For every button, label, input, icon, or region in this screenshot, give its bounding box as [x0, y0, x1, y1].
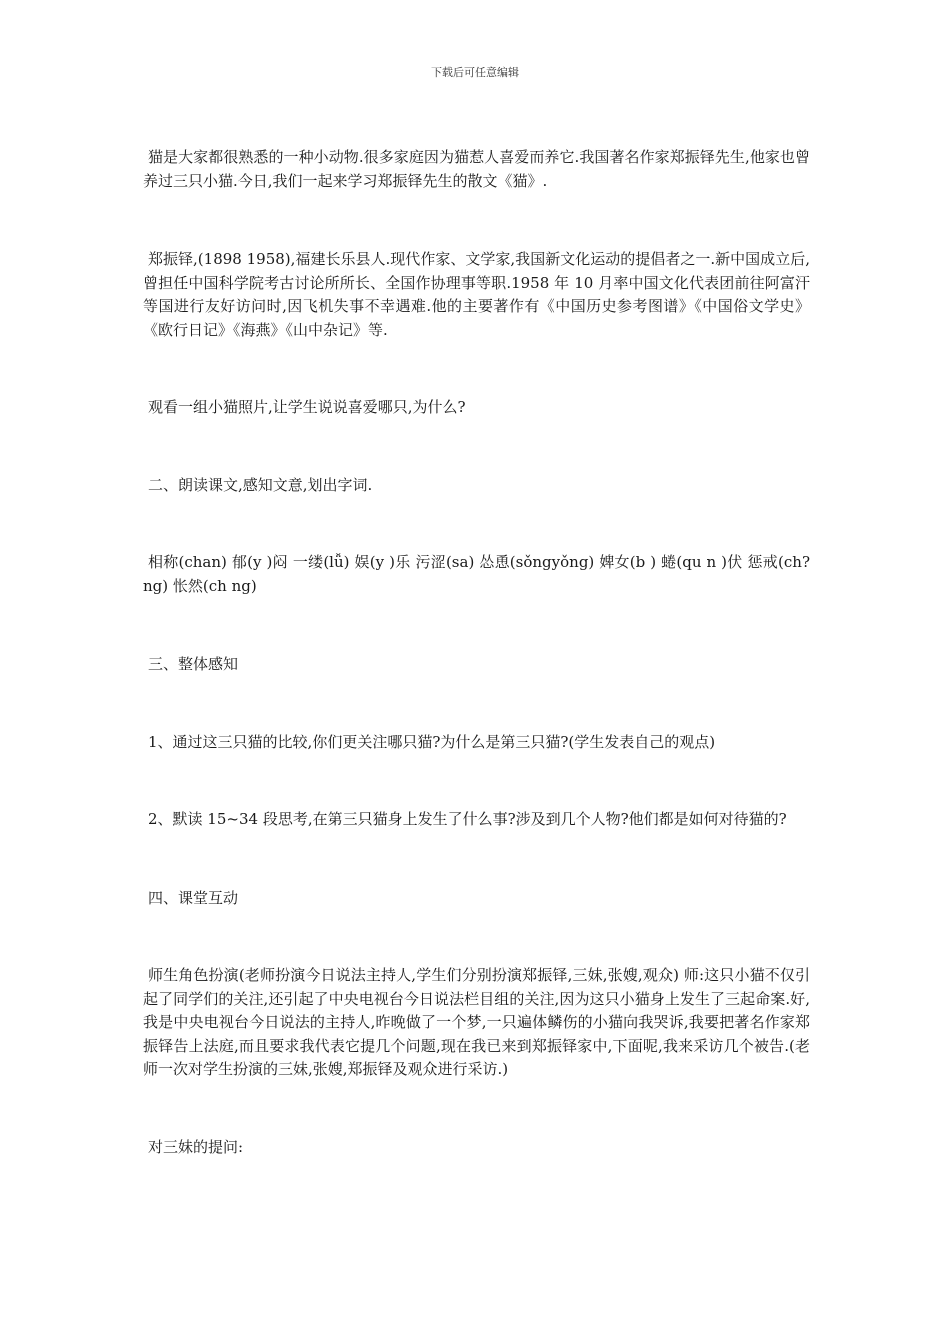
role-play-paragraph: 师生角色扮演(老师扮演今日说法主持人,学生们分别扮演郑振铎,三妹,张嫂,观众) 师:这只小猫不仅引起了同学们的关注,还引起了中央电视台今日说法栏目组的关注,因为这只小猫身上发生了三起命案.好,我是中央电视台今日说法的主持人,昨晚做了一个梦,一只遍体鳞伤的小猫向我哭诉,我要把著名作家郑振铎告上法庭,而且要求我代表它提几个问题,现在我已来到郑振铎家中,下面呢,我来采访几个被告.(老师一次对学生扮演的三妹,张嫂,郑振铎及观众进行采访.): [143, 966, 810, 1078]
document-body: [143, 146, 810, 1159]
author-bio-paragraph: 郑振铎,(1898 1958),福建长乐县人.现代作家、文学家,我国新文化运动的提倡者之一.新中国成立后,曾担任中国科学院考古讨论所所长、全国作协理事等职.1958 年 10 月率中国文化代表团前往阿富汗等国进行友好访问时,因飞机失事不幸遇难.他的主要著作有《中国历史参考图谱》《中国俗文学史》《欧行日记》《海燕》《山中杂记》等.: [143, 250, 810, 339]
page-header: 下载后可任意编辑: [431, 66, 519, 79]
section-heading-overview: 三、整体感知: [148, 655, 239, 673]
third-sister-question-heading: 对三妹的提问:: [148, 1137, 244, 1156]
question-one-paragraph: 1、通过这三只猫的比较,你们更关注哪只猫?为什么是第三只猫?(学生发表自己的观点): [148, 732, 716, 751]
section-heading-interaction: 四、课堂互动: [148, 888, 239, 907]
photo-activity-paragraph: 观看一组小猫照片,让学生说说喜爱哪只,为什么?: [148, 398, 466, 416]
question-two-paragraph: 2、默读 15~34 段思考,在第三只猫身上发生了什么事?涉及到几个人物?他们都是如何对待猫的?: [148, 810, 787, 828]
intro-paragraph: 猫是大家都很熟悉的一种小动物.很多家庭因为猫惹人喜爱而养它.我国著名作家郑振铎先生,他家也曾养过三只小猫.今日,我们一起来学习郑振铎先生的散文《猫》.: [143, 148, 810, 190]
vocabulary-paragraph: 相称(chan) 郁(y )闷 一缕(lǚ) 娱(y )乐 污涩(sa) 怂恿(sǒngyǒng) 婢女(b ) 蜷(qu n )伏 惩戒(ch?ng) 怅然(ch ng): [143, 553, 810, 595]
section-heading-reading: 二、朗读课文,感知文意,划出字词.: [148, 475, 373, 494]
